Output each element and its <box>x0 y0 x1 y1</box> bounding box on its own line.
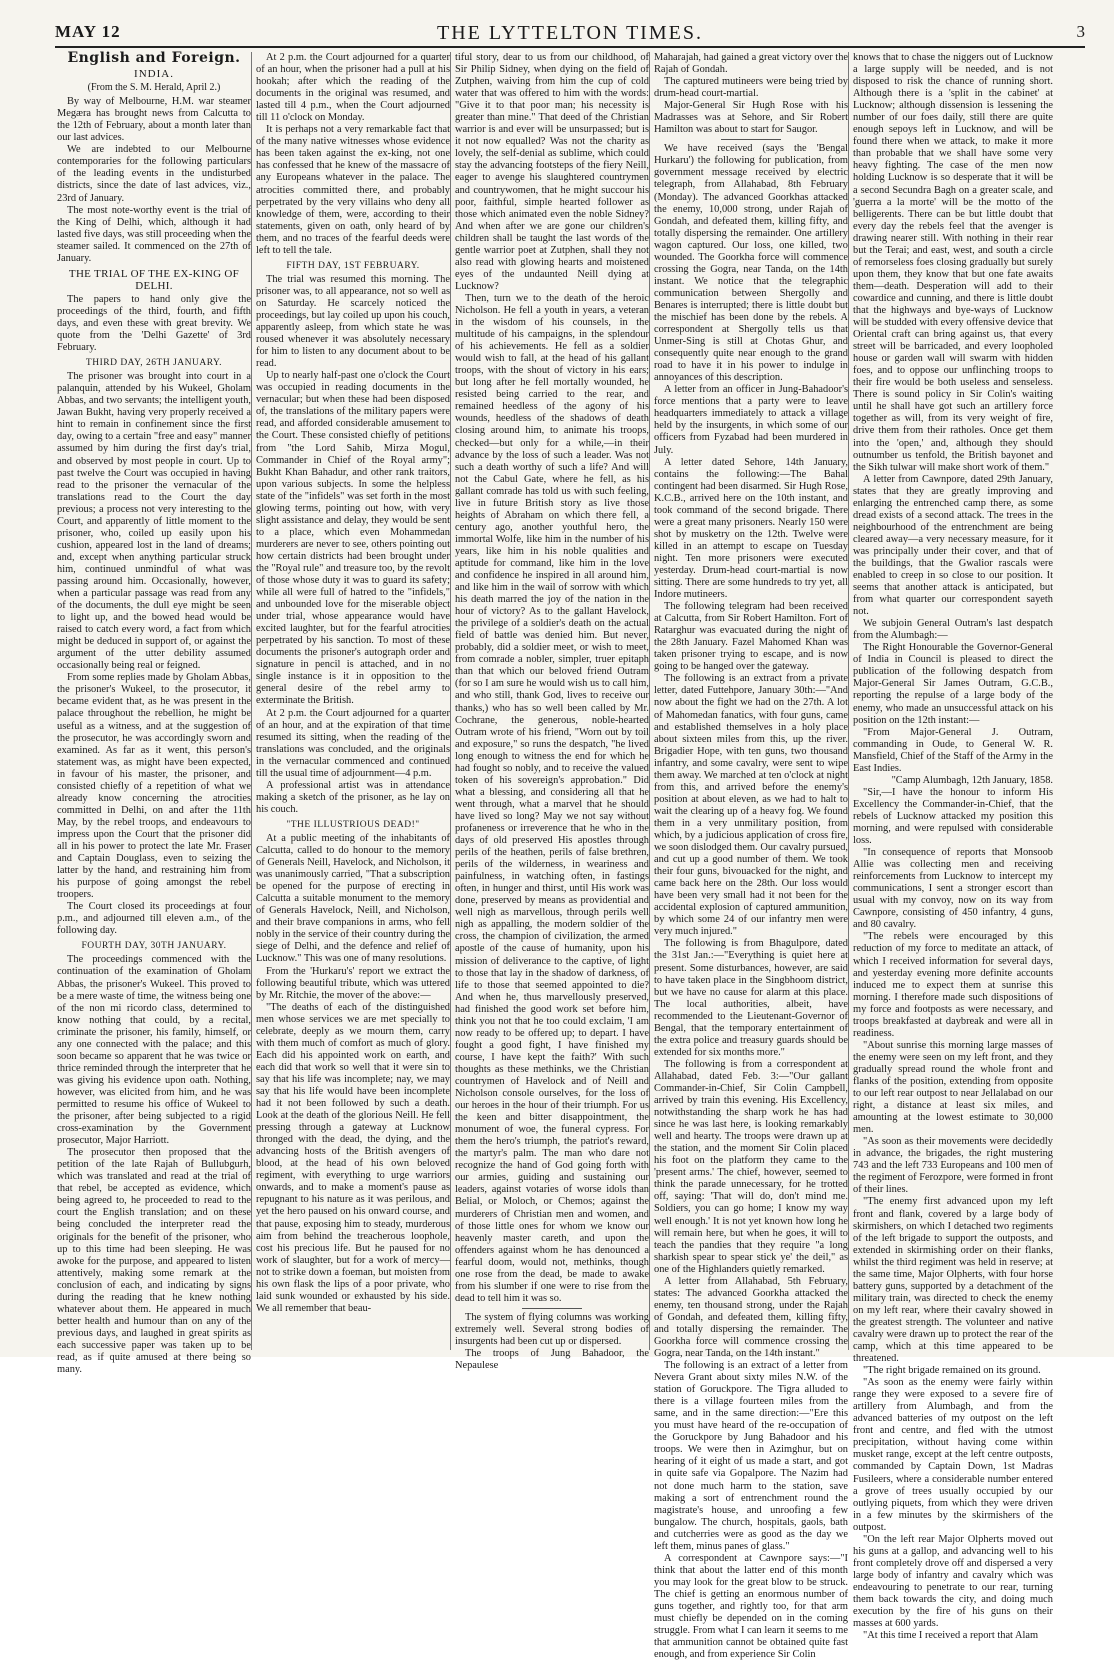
column-divider <box>251 52 252 1350</box>
paragraph: "About sunrise this morning large masses of the enemy were seen on my left front, and they gradually spread round the whole front and flanks of the position, extending from opposite to our left rear outpost to near Jellalabad on our right, a distance at least six miles, and amounting at the lowest estimate to 30,000 men. <box>853 1039 1053 1136</box>
paragraph: A letter from an officer in Jung-Bahadoor's force mentions that a party were to leave headquarters immediately to attack a village held by the insurgents, in which some of our officers from Fyzabad had been murdered in July. <box>654 384 848 456</box>
paragraph: Up to nearly half-past one o'clock the Court was occupied in reading documents in the vernacular; but when these had been disposed of, the translations of the military papers were read, and afforded considerable amusement to the Court. These consisted chiefly of petitions from "the Lord Sahib, Mirza Mogul, Commander in Chief of the Royal army"; Bukht Khan Bahadur, and other rank traitors, upon various subjects. In some the helpless state of the "infidels" was set forth in the most glowing terms, pointing out how, with very slight assistance and delay, they would be sent to a place, which even Mohammedan murderers are never to see, others pointing out how certain districts had been brought under the "Royal rule" and treasure too, by the revolt of those whose duty it was to guard its safety; while all were full of hatred to the "infidels," and unbounded love for the miserable object under trial, whose appearance would have excited laughter, but for the fearful atrocities perpetrated by his sanction. To most of these documents the prisoner's autograph order and signature in pencil is attached, and in no single instance is it in opposition to the general desire of the rebel army to exterminate the British. <box>256 370 451 707</box>
paragraph: It is perhaps not a very remarkable fact that of the many native witnesses whose evidence has been taken against the ex-king, not one has confessed that he knew of the massacre of any Europeans whatever in the palace. The atrocities committed there, and probably perpetrated by the very villains who deny all knowledge of them, were, according to their statements, given on oath, only heard of by them, and no traces of the fearful deeds were left to tell the tale. <box>256 124 450 256</box>
paragraph: A letter from Cawnpore, dated 29th January, states that they are greatly improving and enlarging the entrenched camp there, as some dread exists of a second attack. The trees in the neighbourhood of the entrenchment are being cleared away—a very necessary measure, for it was principally under their cover, and that of the buildings, that the Gwalior rascals were enabled to creep in so close to our position. It seems that another attack is anticipated, but from what quarter our correspondent sayeth not. <box>853 473 1053 618</box>
paragraph: The prisoner was brought into court in a palanquin, attended by his Wukeel, Gholam Abbas, and two servants; the intelligent youth, Jawan Bukht, having very properly received a hint to remain in confinement since the first day, owing to a certain "free and easy" manner assumed by him during the first day's trial, and observed by most people in court. Up to past twelve the Court was occupied in having read to the prisoner the vernacular of the translations read to the Court the day previous; a process not very interesting to the Court, and apparently of little moment to the prisoner, who, coiled up easily upon his cushion, appeared lost in the land of dreams; and, except when anything particular struck him, continued unmindful of what was passing around him. Occasionally, however, when a particular passage was read from any of the documents, the dull eye might be seen to light up, and the bowed head would be raised to catch every word, a fact from which might be deduced in support of, or against the argument of the utter debility assumed occasionally being real or feigned. <box>57 371 251 672</box>
paragraph: Maharajah, had gained a great victory over the Rajah of Gondah. <box>654 52 848 76</box>
article-heading-india: INDIA. <box>134 68 174 81</box>
subheading-fourth-day: FOURTH DAY, 30TH JANUARY. <box>81 941 227 952</box>
paragraph: The following is an extract from a private letter, dated Futtehpore, January 30th:—"And now about the fight we had on the 27th. A lot of Mahomedan fanatics, with four guns, came and established themselves in a holy place about sixteen miles from this, up the river. Brigadier Hope, with ten guns, two thousand infantry, and some cavalry, were sent to wipe them away. We marched at ten o'clock at night from this, and arrived before the enemy's position at about eleven, as we had to halt to wait the clearing up of a heavy fog. We found them in a very unmilitary position, from which, by a judicious application of cross fire, we soon dislodged them. Our cavalry pursued, and cut up a good number of them. We took their four guns, bivouacked for the night, and came back here on the 28th. Our loss would have been very small had it not been for the accidental explosion of captured ammunition, by which some 24 of our infantry men were very much injured." <box>654 673 848 938</box>
separator-rule <box>721 139 781 140</box>
column-2 <box>256 52 450 1350</box>
article-attribution: (From the S. M. Herald, April 2.) <box>87 82 221 94</box>
separator-rule <box>522 1308 582 1309</box>
paragraph: The Right Honourable the Governor-General of India in Council is pleased to direct the publication of the following despatch from Major-General Sir James Outram, G.C.B., reporting the repulse of a large body of the enemy, who made an unsuccessful attack on his position on the 12th instant:— <box>853 642 1053 726</box>
paragraph: The following telegram had been received at Calcutta, from Sir Robert Hamilton. Fort of Ratarghur was evacuated during the night of the 28th January. Fazel Mahomed Khan was taken prisoner trying to escape, and is now going to be hanged over the gateway. <box>654 601 848 673</box>
paragraph: The prosecutor then proposed that the petition of the late Rajah of Bullubgurh, which was translated and read at the trial of that rebel, be accepted as evidence, which being agreed to, he proceeded to read to the court the English translation; and on these being concluded the interpreter read the originals for the benefit of the prisoner, who up to this time had been sleeping. He was awoke for the purpose, and appeared to listen attentively, making some remark at the conclusion of each, and indicating by signs during the reading that he knew nothing whatever about them. He appeared in much better health and humour than on any of the previous days, and laughed in great spirits as each successive paper was taken up to be read, as if quite amused at there being so many. <box>57 1147 251 1376</box>
paragraph: knows that to chase the niggers out of Lucknow a large supply will be needed, and is not disposed to risk the chance of running short. Although there is a 'split in the cabinet' at Lucknow; although dissension is lessening the number of our foes daily, still there are quite enough sepoys left in Lucknow, and will be found there when we attack, to make it more than probable that we shall have some very heavy fighting. The case of the men now holding Lucknow is so desperate that it will be a second Secundra Bagh on a greater scale, and 'guerra a la morte' will be the motto of the belligerents. There can be but little doubt that every day the rebels feel that the avenger is drawing nearer still. With nothing in their rear but the Terai; and east, west, and south a circle of remorseless foes closing gradually but surely upon them, they know that but one fate awaits them—death. Desperation will add to their cowardice and cunning, and there is little doubt that the highways and bye-ways of Lucknow will be studded with every offensive device that Oriental craft can bring against us, that every street will be barricaded, and every loopholed house or garden wall will swarm with hidden foes, and to oppose our unflinching troops to their fire would be both useless and senseless. There is sound policy in Sir Colin's waiting until he shall have got such an artillery force together as will, from its very weight of fire, drive them from their ratholes. Once get them into the 'open,' and, although they should outnumber us tenfold, the British bayonet and the Sikh tulwar will make short work of them." <box>853 52 1053 473</box>
column-1 <box>57 50 251 1376</box>
paragraph: The system of flying columns was working extremely well. Several strong bodies of insurgents had been cut up or dispersed. <box>455 1311 649 1347</box>
paragraph: The following is from Bhagulpore, dated the 31st Jan.:—"Everything is quiet here at present. Some disturbances, however, are said to have taken place in the Singbhoom district, but we have no cause for alarm at this place. The local authorities, albeit, have recommended to the Lieutenant-Governor of Bengal, that the temporary entertainment of the extra police and treasury guards should be extended for six months more." <box>654 938 848 1058</box>
paragraph: "In consequence of reports that Monsoob Allie was collecting men and receiving reinforcements from Lucknow to intercept my communications, I sent a stronger escort than usual with my convoy, now on its way from Cawnpore, consisting of 450 infantry, 4 guns, and 80 cavalry. <box>853 847 1053 931</box>
paragraph: The most note-worthy event is the trial of the King of Delhi, which, although it had lasted five days, was still proceeding when the steamer sailed. It commenced on the 27th of January. <box>57 204 251 264</box>
paragraph: "At this time I received a report that Alam <box>863 1630 1039 1642</box>
paragraph: The troops of Jung Bahadoor, the Nepaulese <box>455 1348 649 1372</box>
paragraph: The Court closed its proceedings at four p.m., and adjourned till eleven a.m., of the following day. <box>57 901 251 937</box>
paragraph: A letter dated Sehore, 14th January, contains the following:—The Bahal contingent had been disarmed. Sir Hugh Rose, K.C.B., arrived here on the 10th instant, and took command of the second brigade. There were a great many prisoners. Nearly 150 were shot by musketry on the 12th. Twelve were killed in an attempt to escape on Tuesday night. Ten more prisoners were executed yesterday. Drum-head court-martial is now sitting. There are some hundreds to try yet, all Indore mutineers. <box>654 456 848 601</box>
paragraph: We have received (says the 'Bengal Hurkaru') the following for publication, from government message received by electric telegraph, from Allahabad, 8th February (Monday). The advanced Goorkhas attacked the enemy, 10,000 strong, under Rajah of Gondah, and defeated them, killing fifty, and totally dispersing the remainder. One artillery wagon captured. Our loss, one killed, two wounded. The Goorkha force will commence crossing the Gogra, near Tanda, on the 14th instant. We notice that the telegraphic communication between Shergolly and Benares is interrupted; there is little doubt but the mischief has been done by the rebels. A correspondent at Shergolly tells us that Unmer-Sing is still at Chotas Ghur, and consequently quite near enough to the grand road to have it in his power to indulge in annoyances of this description. <box>654 143 848 384</box>
subheading-trial: THE TRIAL OF THE EX-KING OF DELHI. <box>68 267 240 292</box>
paragraph: Then, turn we to the death of the heroic Nicholson. He fell a youth in years, a veteran in the wisdom of his counsels, in the multitude of his campaigns, in the splendour of his achievements. He fell as a soldier would wish to fall, at the head of his gallant troops, with the shout of victory in his ears; but long after he fell mortally wounded, he resisted being carried to the rear, and remained heedless of the agony of his wounds, heedless of the shadows of death closing around him, to animate his troops, checked—but only for a while,—in their advance by the loss of such a leader. Was not such a death worthy of such a life? And will not the Cabul Gate, where he fell, as his gallant comrade has told us with such feeling, live in future British story as live those heights of Abraham on which there fell, a century ago, another youthful hero, the immortal Wolfe, like him in the number of his years, like him in his noble qualities and aptitude for command, like him in the love and confidence he inspired in all around him, and like him in the wail of sorrow with which his death marred the joy of the nation in the hour of victory? As to the gallant Havelock, the privilege of a soldier's death on the actual field of battle was denied him. But never, probably, did a soldier meet, or wish to meet, from comrade a nobler, simpler, truer epitaph than that which our beloved friend Outram (for so I am sure he would wish us to call him, and who still, thank God, lives to receive our thanks,) who has so well been called by Mr. Cochrane, the generous, noble-hearted Outram wrote of his friend, "Worn out by toil and exposure," so runs the despatch, "he lived long enough to witness the end for which he had fought so nobly, and to receive the valued token of his sovereign's approbation." Did what a blessing, and considering all that he went through, what a marvel that he should have lived so long? May we not say without profaneness or irreverence that he who in the days of old preserved His apostles through perils of the heathen, perils of false brethren, perils of the wilderness, in weariness and painfulness, in watching often, in fastings often, in hunger and thirst, until His work was done, preserved by means as providential and well nigh as marvellous, through perils well nigh as appalling, the modern soldier of the cross, the champion of civilization, the armed apostle of the cause of humanity, upon his mission of deliverance to the captive, of light to those that lay in the shadow of darkness, of life to those that seemed appointed to die? And when he, thus marvellously preserved, had finished the good work set before him, think you not that he too could exclaim, 'I am now ready to be offered up; to depart. I have fought a good fight, I have finished my course, I have kept the faith?' With such thoughts as these methinks, we the Christian countrymen of Havelock and of Neill and Nicholson console ourselves, for the loss of our heroes in the hour of their triumph. For us the keen and bitter disappointment, the monument of woe, the funeral cypress. For them the hero's triumph, the patriot's reward, the martyr's palm. The man who dare not recognize the hand of God going forth with our armies, guiding and sustaining our leaders, against votaries of worse idols than Belial, or Moloch, or Chemos; against the murderers of Christian men and women, and of those little ones for whom we know our heavenly master careth, and upon the offenders against whom he has denounced a fearful doom, would not, methinks, though one rose from the dead, be made to awake from his slumber if one were to rise from the dead to tell him it was so. <box>455 292 649 1304</box>
newspaper-title: THE LYTTELTON TIMES. <box>437 22 703 44</box>
column-4 <box>654 52 848 1661</box>
masthead-rule <box>55 46 1085 48</box>
subheading-fifth-day: FIFTH DAY, 1ST FEBRUARY. <box>286 260 420 271</box>
paragraph: "As soon as the enemy were fairly within range they were exposed to a severe fire of artillery from Alumbagh, and from the advanced batteries of my outpost on the left front and centre, and fled with the utmost precipitation, without having come within musket range, except at the left centre outposts, commanded by Captain Down, 1st Madras Fusileers, where a considerable number entered a grove of trees usually occupied by our outlying piquets, from which they were driven in a few minutes by the skirmishers of the outpost. <box>853 1377 1053 1533</box>
paragraph: Major-General Sir Hugh Rose with his Madrasses was at Sehore, and Sir Robert Hamilton was about to start for Saugor. <box>654 100 848 136</box>
page-number: 3 <box>1076 22 1085 41</box>
column-divider <box>450 52 451 1350</box>
column-divider <box>649 52 650 1350</box>
paragraph: "The enemy first advanced upon my left front and flank, covered by a large body of skirmishers, on which I detached two regiments of the left brigade to support the outposts, and extended in skirmishing order on their flanks, whilst the third regiment was held in reserve; at the same time, Major Olpherts, with four horse battery guns, supported by a detachment of the military train, was directed to check the enemy on my left rear, where their cavalry showed in the greatest strength. The volunteer and native cavalry were drawn up to protect the rear of the camp, which at this time appeared to be threatened. <box>853 1196 1053 1365</box>
paragraph: From the 'Hurkaru's' report we extract the following beautiful tribute, which was uttered by Mr. Ritchie, the mover of the above:— <box>256 965 450 1001</box>
paragraph: The proceedings commenced with the continuation of the examination of Gholam Abbas, the prisoner's Wukeel. This proved to be a mere waste of time, the witness being one of the non mi ricordo class, determined to know nothing that could, by a recital, criminate the prisoner, his family, himself, or any one connected with the palace; and this soon became so apparent that he was twice or thrice reminded through the interpreter that he was giving his evidence upon oath. Nothing, however, was elicited from him, and he was permitted to resume his office of Wukeel to the prisoner, after being subjected to a rigid cross-examination by the Government prosecutor, Major Harriott. <box>57 954 251 1147</box>
column-divider <box>848 52 849 1350</box>
paragraph: "On the left rear Major Olpherts moved out his guns at a gallop, and advancing well to his front completely drove off and dispersed a very large body of infantry and cavalry which was endeavouring to penetrate to our rear, turning them back towards the city, and doing much execution by the fire of his guns on their masses at 600 yards. <box>853 1533 1053 1630</box>
paragraph: The following is from a correspondent at Allahabad, dated Feb. 3:—"Our gallant Commander-in-Chief, Sir Colin Campbell, arrived by train this evening. His Excellency, notwithstanding the sharp work he has had since he was last here, is looking remarkably well and hearty. The troops were drawn up at the station, and the moment Sir Colin placed his foot on the platform they came to the 'present arms.' The chief, however, seemed to think the parade unnecessary, for he trotted off, saying: 'That will do, don't mind me. Soldiers, you can go home; I know my way well enough.' It is not yet known how long he will remain here, but when he goes, it will to teach the pandies that they require "a long sharkish spear to spear stick ye' the deil," as one of the Highlanders quietly remarked. <box>654 1058 848 1275</box>
column-3 <box>455 52 649 1372</box>
section-heading: English and Foreign. <box>67 50 241 66</box>
paragraph: The captured mutineers were being tried by drum-head court-martial. <box>654 76 848 100</box>
paragraph: At 2 p.m. the Court adjourned for a quarter of an hour, and at the expiration of that time resumed its sitting, when the reading of the translations was concluded, and the originals in the vernacular commenced and continued till the usual time of adjournment—4 p.m. <box>256 707 450 779</box>
paragraph: "The right brigade remained on its ground. <box>863 1365 1041 1377</box>
paragraph: The papers to hand only give the proceedings of the third, fourth, and fifth days, and even these with great brevity. We quote from the 'Delhi Gazette' of 3rd February. <box>57 293 251 354</box>
paragraph: A correspondent at Cawnpore says:—"I think that about the latter end of this month you may look for the great blow to be struck. The chief is getting an enormous number of guns together, and rightly too, for that arm must chiefly be depended on in the coming struggle. From what I can learn it seems to me that ammunition cannot be obtained quite fast enough, and from experience Sir Colin <box>654 1552 848 1661</box>
paragraph: We are indebted to our Melbourne contemporaries for the following particulars of the leading events in the undisturbed districts, since the date of last advices, viz., 23rd of January. <box>57 144 251 204</box>
paragraph: At 2 p.m. the Court adjourned for a quarter of an hour, when the prisoner had a pull at his hookah; after which the reading of the documents in the original was resumed, and lasted till 4 p.m., when the Court adjourned till 11 o'clock on Monday. <box>256 52 450 124</box>
paragraph: "Sir,—I have the honour to inform His Excellency the Commander-in-Chief, that the rebels of Lucknow attacked my position this morning, and were repulsed with considerable loss. <box>853 786 1053 847</box>
paragraph: "The rebels were encouraged by this reduction of my force to meditate an attack, of which I received information for several days, and yesterday evening more definite accounts induced me to expect them at sunrise this morning. I therefore made such dispositions of my force and footposts as were necessary, and troops breakfasted at daybreak and were all in readiness. <box>853 931 1053 1039</box>
paragraph: "Camp Alumbagh, 12th January, 1858. <box>891 774 1053 786</box>
issue-date: MAY 12 <box>55 22 121 41</box>
paragraph: A letter from Allahabad, 5th February, states: The advanced Goorkha attacked the enemy, ten thousand strong, under the Rajah of Gondah, and defeated them, killing fifty, and totally dispersing the remainder. The Goorkha force will commence crossing the Gogra, near Tanda, on the 14th instant." <box>654 1275 848 1360</box>
paragraph: By way of Melbourne, H.M. war steamer Megæra has brought news from Calcutta to the 12th of February, about a month later than our last advices. <box>57 96 251 144</box>
subheading-illustrious-dead: "THE ILLUSTRIOUS DEAD!" <box>286 819 420 830</box>
column-5 <box>853 52 1053 1642</box>
paragraph: A professional artist was in attendance making a sketch of the prisoner, as he lay on his couch. <box>256 779 450 815</box>
paragraph: tiful story, dear to us from our childhood, of Sir Philip Sidney, when dying on the field of Zutphen, waiving from him the cup of cold water that was offered to him with the words: "Give it to that poor man; his necessity is greater than mine." That deed of the Christian warrior is and ever will be unsurpassed; but is it not now equalled? Was not the charity as lovely, the self-denial as sublime, which could stay the advancing footsteps of the fiery Neill, eager to avenge his slaughtered countrymen and countrywomen, that he might succour his poor, faithful, simple hearted follower as those which animated even the noble Sidney? And when after we are gone our children's children shall be taught the last words of the gentle warrior poet at Zutphen, shall they not also read with glowing hearts and moistened eyes of the undaunted Neill dying at Lucknow? <box>455 52 649 292</box>
paragraph: "From Major-General J. Outram, commanding in Oude, to General W. R. Mansfield, Chief of the Staff of the Army in the East Indies. <box>853 726 1053 774</box>
paragraph: The following is an extract of a letter from Nevera Grant about sixty miles N.W. of the station of Goruckpore. The Tigra alluded to there is a village fourteen miles from the same, and in the same direction:—"Ere this you must have heard of the re-occupation of the Goruckpore by Jung Bahadoor and his troops. We were then in Azimghur, but on hearing of it eight of us made a start, and got in quite safe via Gopalpore. The Nazim had not done much harm to the station, save making a sort of entrenchment round the magistrate's house, and unroofing a few bungalow. The church, hospitals, gaols, bath and cutcherries were as good as the day we left them, minus panes of glass." <box>654 1360 848 1552</box>
paragraph: At a public meeting of the inhabitants of Calcutta, called to do honour to the memory of Generals Neill, Havelock, and Nicholson, it was unanimously carried, "That a subscription be opened for the purpose of erecting in Calcutta a suitable monument to the memory of Generals Havelock, Neill, and Nicholson, and their brave companions in arms, who fell nobly in the service of their country during the siege of Delhi, and the defence and relief of Lucknow." This was one of many resolutions. <box>256 833 450 965</box>
paragraph: We subjoin General Outram's last despatch from the Alumbagh:— <box>853 618 1053 642</box>
paragraph: The trial was resumed this morning. The prisoner was, to all appearance, not so well as on Saturday. He scarcely noticed the proceedings, but lay coiled up upon his couch, apparently asleep, from which state he was roused whenever it was absolutely necessary for him to listen to any document about to be read. <box>256 273 450 370</box>
subheading-third-day: THIRD DAY, 26TH JANUARY. <box>85 358 223 369</box>
paragraph: "As soon as their movements were decidedly in advance, the brigades, the right mustering 743 and the left 733 Europeans and 100 men of the regiment of Ferozpore, were formed in front of their lines. <box>853 1136 1053 1196</box>
paragraph: "The deaths of each of the distinguished men whose services we are met specially to celebrate, deeply as we mourn them, carry with them much of comfort as much of glory. Each did his appointed work on earth, and each did that work so well that it were sin to say that his life was incomplete; nay, we may say that his life would have been incomplete had it not been followed by such a death. Look at the death of the glorious Neill. He fell pressing through a gateway at Lucknow thronged with the dead, the dying, and the advancing hosts of the British avengers of blood, at the head of his own beloved regiment, with everything to urge warriors onwards, and to make a moment's pause as repugnant to his nature as it was perilous, and yet the hero paused on his onward course, and that pause, exposing him to steady, murderous aim from behind the treacherous loophole, cost his precious life. But he paused for no work of slaughter, but for a work of mercy—not to strike down a foeman, but moisten from his own flask the lips of a poor private, who laid sunk wounded or exhausted by his side. We all remember that beau- <box>256 1001 450 1314</box>
paragraph: From some replies made by Gholam Abbas, the prisoner's Wukeel, to the prosecutor, it became evident that, as he was present in the palace throughout the rebellion, he might be useful as a witness, and at the suggestion of the prosecutor, he was accordingly sworn and examined. As far as it went, this person's statement was, as might have been expected, in favour of his master, the prisoner, and consisted chiefly of a repetition of what we already know concerning the atrocities committed in Delhi, on and after the 11th May, by the rebel troops, and endeavours to impress upon the Court that the prisoner did all in his power to protect the late Mr. Fraser and Captain Douglass, even to seizing the latter by the hand, and restraining him from his purpose of going amongst the rebel troopers. <box>57 672 251 901</box>
masthead <box>55 22 1085 44</box>
